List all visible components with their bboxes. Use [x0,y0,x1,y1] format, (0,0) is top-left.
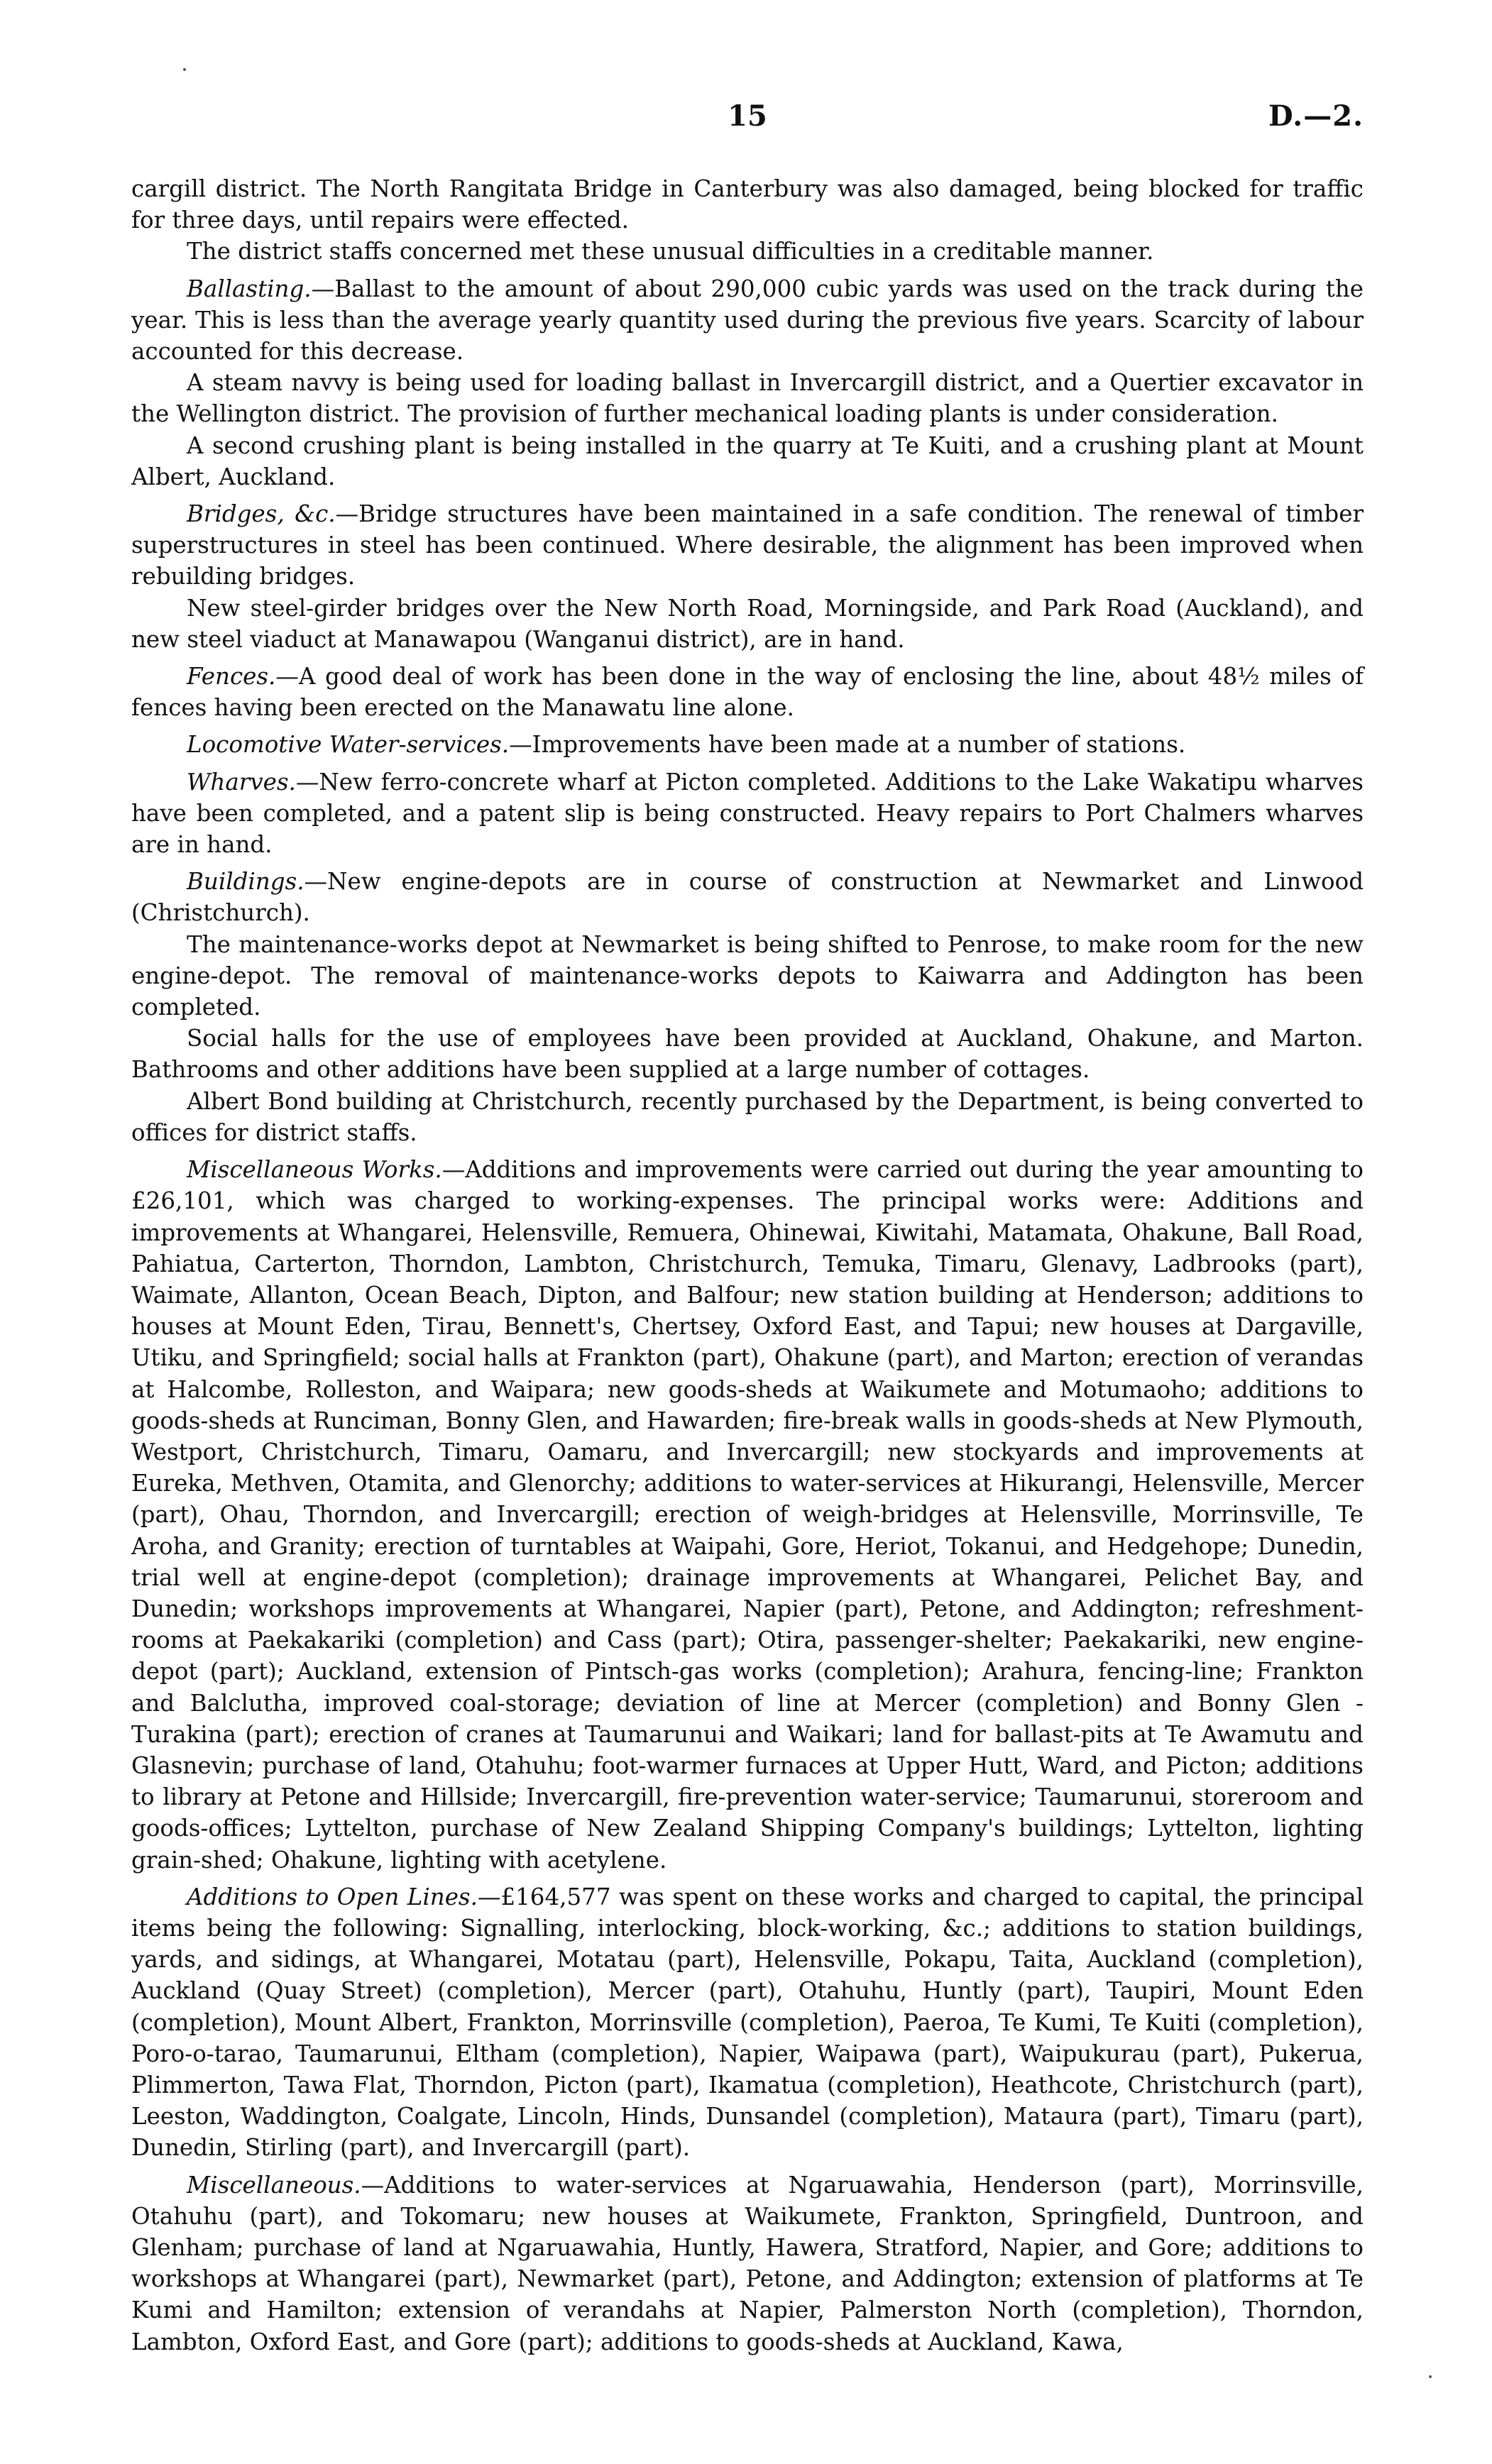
body-text [131,173,1364,2358]
paragraph-text: —Additions and improvements were carried out during the year amounting to £26,101, which was charged to working-expenses. The principal works were: Additions and improvements at Whangarei, Helensville, Remuera, Ohinewai, Kiwitahi, Matamata, Ohakune, Ball Road, Pahiatua, Carterton, Thorndon, Lambton, Christchurch, Temuka, Timaru, Glenavy, Ladbrooks (part), Waimate, Allanton, Ocean Beach, Dipton, and Balfour; new station building at Henderson; additions to houses at Mount Eden, Tirau, Bennett's, Chertsey, Oxford East, and Tapui; new houses at Dargaville, Utiku, and Springfield; social halls at Frankton (part), Ohakune (part), and Marton; erection of verandas at Halcombe, Rolleston, and Waipara; new goods-sheds at Waikumete and Motumaoho; additions to goods-sheds at Runciman, Bonny Glen, and Hawarden; fire-break walls in goods-sheds at New Plymouth, Westport, Christchurch, Timaru, Oamaru, and Invercargill; new stockyards and improvements at Eureka, Methven, Otamita, and Glenorchy; additions to water-services at Hikurangi, Helensville, Mercer (part), Ohau, Thorndon, and Invercargill; erection of weigh-bridges at Helensville, Morrinsville, Te Aroha, and Granity; erection of turntables at Waipahi, Gore, Heriot, Tokanui, and Hedgehope; Dunedin, trial well at engine-depot (completion); drainage improvements at Whangarei, Pelichet Bay, and Dunedin; workshops improvements at Whangarei, Napier (part), Petone, and Addington; refreshment-rooms at Paekakariki (completion) and Cass (part); Otira, passenger-shelter; Paekakariki, new engine-depot (part); Auckland, extension of Pintsch-gas works (completion); Arahura, fencing-line; Frankton and Balclutha, improved coal-storage; deviation of line at Mercer (completion) and Bonny Glen - Turakina (part); erection of cranes at Taumarunui and Waikari; land for ballast-pits at Te Awamutu and Glasnevin; purchase of land, Otahuhu; foot-warmer furnaces at Upper Hutt, Ward, and Picton; additions to library at Petone and Hillside; Invercargill, fire-prevention water-service; Taumarunui, storeroom and goods-offices; Lyttelton, purchase of New Zealand Shipping Company's buildings; Lyttelton, lighting grain-shed; Ohakune, lighting with acetylene. [131,1156,1364,1874]
paragraph [131,430,1364,493]
paragraph-heading: Wharves. [187,768,296,796]
page-number: 15 [728,99,767,133]
paragraph-heading: Fences. [187,663,276,691]
paragraph-heading: Bridges, &c. [187,500,336,528]
paragraph-heading: Miscellaneous Works. [187,1156,442,1184]
paragraph-text: New steel-girder bridges over the New North Road, Morningside, and Park Road (Auckland), and new steel viaduct at Manawapou (Wanganui district), are in hand. [131,594,1364,653]
paragraph [131,273,1364,368]
paragraph-text: —New ferro-concrete wharf at Picton completed. Additions to the Lake Wakatipu wharves have been completed, and a patent slip is being constructed. Heavy repairs to Port Chalmers wharves are in hand. [131,768,1364,859]
paragraph [131,1881,1364,2164]
paragraph-heading: Additions to Open Lines. [187,1883,478,1910]
paragraph [131,1023,1364,1085]
document-reference: D.—2. [1268,99,1364,133]
paragraph-text: —Bridge structures have been maintained in a safe condition. The renewal of timber superstructures in steel has been continued. Where desirable, the alignment has been improved when rebuilding bridges. [131,500,1364,590]
paragraph-heading: Locomotive Water-services. [187,731,510,759]
paragraph-text: —Improvements have been made at a number of stations. [509,731,1186,759]
paragraph-text: A steam navvy is being used for loading ballast in Invercargill district, and a Quertier excavator in the Wellington district. The provision of further mechanical loading plants is under consideration. [131,369,1364,428]
paragraph [131,766,1364,861]
paragraph [131,593,1364,655]
paragraph-text: cargill district. The North Rangitata Bridge in Canterbury was also damaged, being blocked for traffic for three days, until repairs were effected. [131,175,1364,234]
paragraph-text: —A good deal of work has been done in the way of enclosing the line, about 48½ miles of fences having been erected on the Manawatu line alone. [131,663,1364,722]
paragraph [131,661,1364,723]
paragraph-text: —Additions to water-services at Ngaruawahia, Henderson (part), Morrinsville, Otahuhu (part), and Tokomaru; new houses at Waikumete, Frankton, Springfield, Duntroon, and Glenham; purchase of land at Ngaruawahia, Huntly, Hawera, Stratford, Napier, and Gore; additions to workshops at Whangarei (part), Newmarket (part), Petone, and Addington; extension of platforms at Te Kumi and Hamilton; extension of verandahs at Napier, Palmerston North (completion), Thorndon, Lambton, Oxford East, and Gore (part); additions to goods-sheds at Auckland, Kawa, [131,2171,1364,2355]
paragraph-text: The maintenance-works depot at Newmarket is being shifted to Penrose, to make room for the new engine-depot. The removal of maintenance-works depots to Kaiwarra and Addington has been completed. [131,930,1364,1021]
paragraph-text: The district staffs concerned met these unusual difficulties in a creditable manner. [187,238,1154,265]
paragraph-heading: Miscellaneous. [187,2171,361,2199]
paragraph [131,929,1364,1023]
page-header [131,99,1364,142]
paragraph [131,1154,1364,1876]
paragraph-text: Social halls for the use of employees have been provided at Auckland, Ohakune, and Marton. Bathrooms and other additions have been supplied at a large number of cottages. [131,1025,1364,1084]
paragraph [131,498,1364,593]
paragraph [131,729,1364,760]
paragraph [131,866,1364,928]
paragraph-text: —Ballast to the amount of about 290,000 cubic yards was used on the track during the year. This is less than the average yearly quantity used during the previous five years. Scarcity of labour accounted for this decrease. [131,275,1364,365]
paragraph [131,236,1364,267]
paragraph-text: —£164,577 was spent on these works and charged to capital, the principal items being the following: Signalling, interlocking, block-working, &c.; additions to station buildings, yards, and sidings, at Whangarei, Motatau (part), Helensville, Pokapu, Taita, Auckland (completion), Auckland (Quay Street) (completion), Mercer (part), Otahuhu, Huntly (part), Taupiri, Mount Eden (completion), Mount Albert, Frankton, Morrinsville (completion), Paeroa, Te Kumi, Te Kuiti (completion), Poro-o-tarao, Taumarunui, Eltham (completion), Napier, Waipawa (part), Waipukurau (part), Pukerua, Plimmerton, Tawa Flat, Thorndon, Picton (part), Ikamatua (completion), Heathcote, Christchurch (part), Leeston, Waddington, Coalgate, Lincoln, Hinds, Dunsandel (completion), Mataura (part), Timaru (part), Dunedin, Stirling (part), and Invercargill (part). [131,1883,1364,2162]
paragraph-text: —New engine-depots are in course of construction at Newmarket and Linwood (Christchurch). [131,868,1364,927]
paragraph [131,1086,1364,1148]
paragraph [131,2169,1364,2358]
paragraph-text: A second crushing plant is being installed in the quarry at Te Kuiti, and a crushing plant at Mount Albert, Auckland. [131,431,1364,490]
paragraph-text: Albert Bond building at Christchurch, recently purchased by the Department, is being converted to offices for district staffs. [131,1087,1364,1146]
paragraph-heading: Buildings. [187,868,305,896]
paragraph [131,367,1364,429]
paragraph [131,173,1364,236]
paragraph-heading: Ballasting. [187,275,312,302]
scan-speck [183,68,186,71]
scan-speck [1429,2375,1432,2378]
